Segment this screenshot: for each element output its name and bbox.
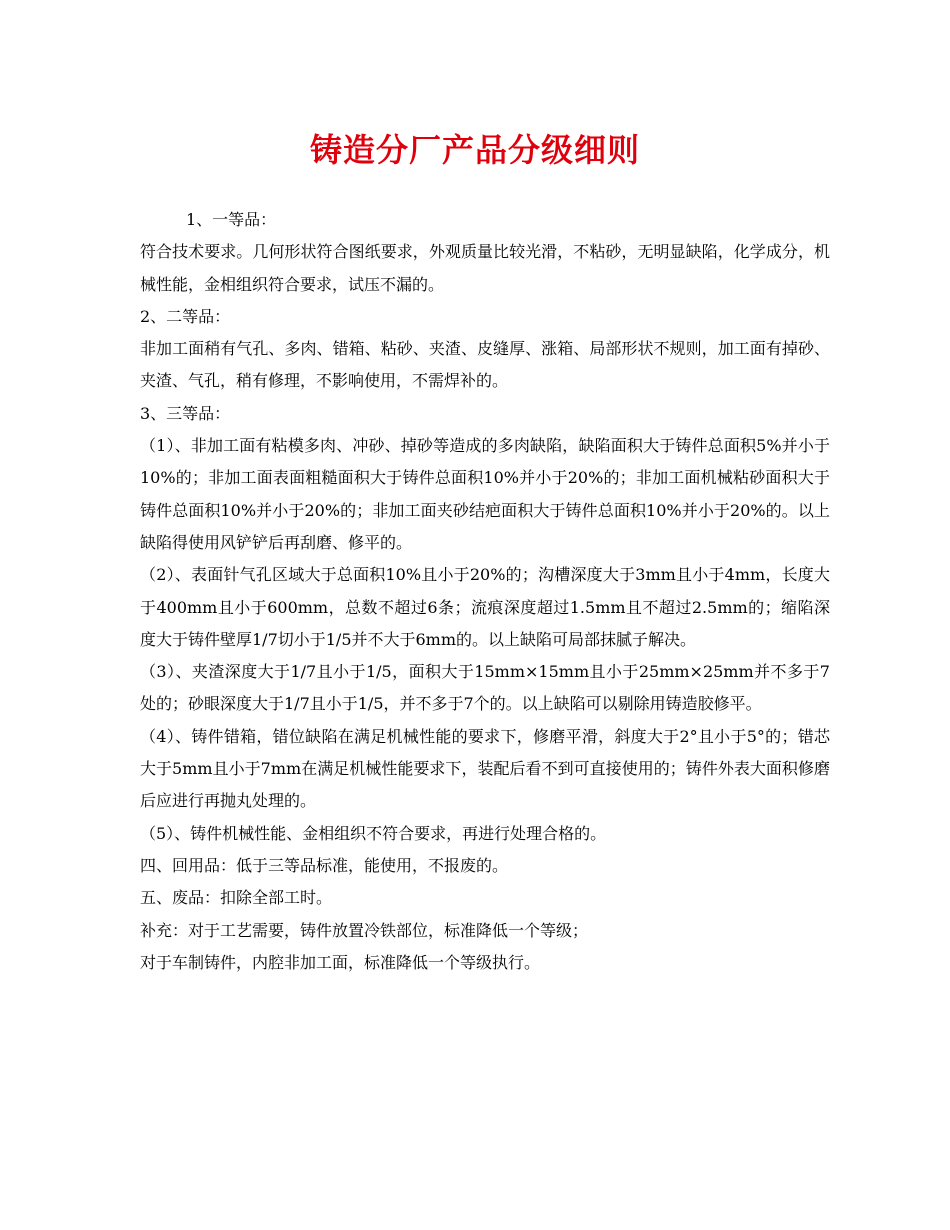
paragraph-supplement-2: 对于车制铸件，内腔非加工面，标准降低一个等级执行。 — [140, 952, 541, 972]
paragraph-grade-1-desc: 符合技术要求。几何形状符合图纸要求，外观质量比较光滑，不粘砂，无明显缺陷，化学成分，机械性能，金相组织符合要求，试压不漏的。 — [140, 242, 830, 294]
section-heading-grade-1: 1、一等品： — [186, 210, 277, 229]
paragraph-grade-3-item-3: （3）、夹渣深度大于1/7且小于1/5，面积大于15mm×15mm且小于25mm×25mm并不多于7处的；砂眼深度大于1/7且小于1/5，并不多于7个的。以上缺陷可以剔除用铸造胶修平。 — [140, 662, 830, 714]
paragraph-supplement-1: 补充：对于工艺需要，铸件放置冷铁部位，标准降低一个等级； — [140, 920, 589, 940]
section-heading-grade-3: 3、三等品： — [140, 403, 231, 423]
paragraph-grade-3-item-1: （1）、非加工面有粘模多肉、冲砂、掉砂等造成的多肉缺陷，缺陷面积大于铸件总面积5%并小于10%的；非加工面表面粗糙面积大于铸件总面积10%并小于20%的；非加工面机械粘砂面积大于铸件总面积10%并小于20%的；非加工面夹砂结疤面积大于铸件总面积10%并小于20%的。以上缺陷得使用风铲铲后再刮磨、修平的。 — [140, 436, 830, 552]
paragraph-scrap-product: 五、废品：扣除全部工时。 — [140, 888, 333, 908]
paragraph-grade-3-item-4: （4）、铸件错箱，错位缺陷在满足机械性能的要求下，修磨平滑，斜度大于2°且小于5°的；错芯大于5mm且小于7mm在满足机械性能要求下，装配后看不到可直接使用的；铸件外表大面积修磨后应进行再抛丸处理的。 — [140, 726, 830, 811]
section-heading-grade-2: 2、二等品： — [140, 306, 231, 326]
document-title: 铸造分厂产品分级细则 — [309, 131, 640, 169]
paragraph-grade-3-item-5: （5）、铸件机械性能、金相组织不符合要求，再进行处理合格的。 — [140, 823, 607, 843]
paragraph-reuse-product: 四、回用品：低于三等品标准，能使用，不报废的。 — [140, 855, 509, 875]
paragraph-grade-3-item-2: （2）、表面针气孔区域大于总面积10%且小于20%的；沟槽深度大于3mm且小于4mm，长度大于400mm且小于600mm，总数不超过6条；流痕深度超过1.5mm且不超过2.5mm的；缩陷深度大于铸件壁厚1/7切小于1/5并不大于6mm的。以上缺陷可局部抹腻子解决。 — [140, 565, 830, 649]
paragraph-grade-2-desc: 非加工面稍有气孔、多肉、错箱、粘砂、夹渣、皮缝厚、涨箱、局部形状不规则，加工面有掉砂、夹渣、气孔，稍有修理，不影响使用，不需焊补的。 — [140, 339, 830, 391]
document-body — [140, 204, 830, 979]
